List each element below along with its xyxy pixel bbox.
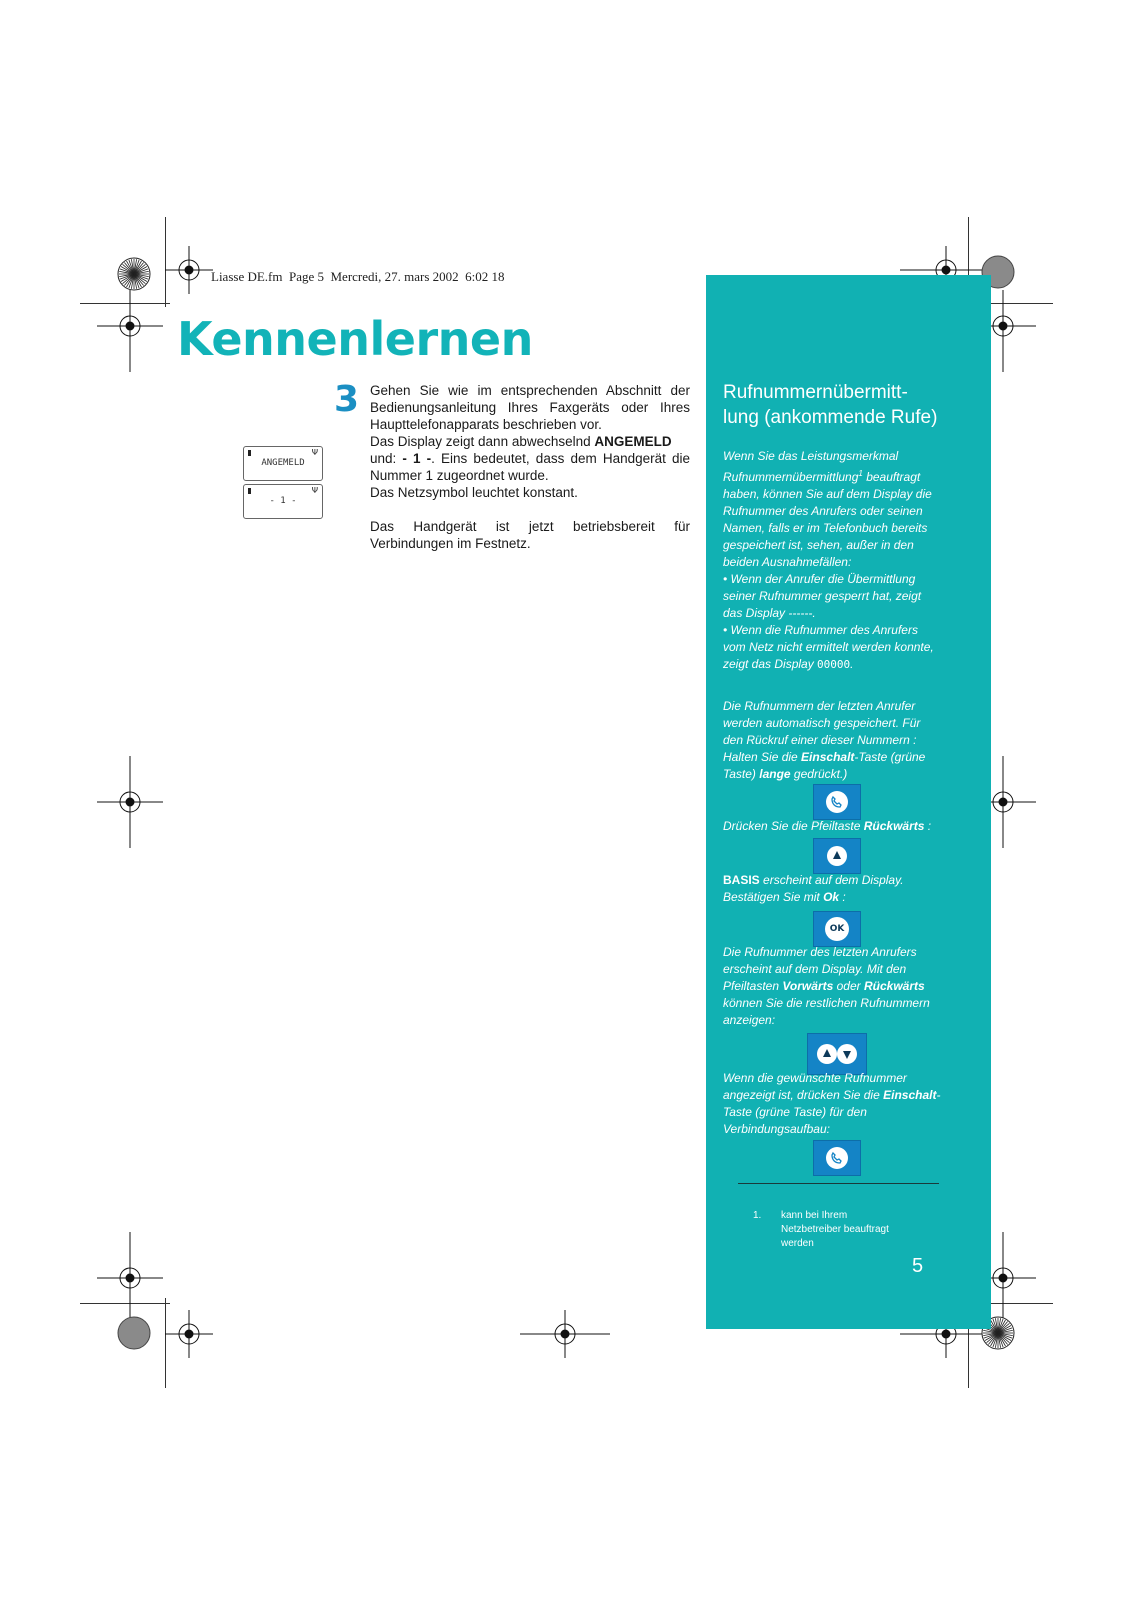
text-line — [723, 978, 953, 995]
footnote-ref: 1 — [858, 469, 863, 478]
handset-display-1 — [243, 446, 323, 481]
key-name: Ok — [823, 890, 840, 904]
sidebar-paragraph-4 — [723, 872, 953, 906]
text-run: -Taste (grüne — [854, 750, 926, 764]
text-line: • Wenn der Anrufer die Übermittlung — [723, 572, 916, 586]
text-run: : — [924, 819, 932, 833]
battery-icon — [248, 450, 251, 456]
sidebar-title — [723, 380, 937, 430]
text-run: Rufnummernübermittlung — [723, 470, 859, 484]
antenna-icon: Ψ — [311, 486, 318, 495]
text-line — [723, 656, 958, 673]
key-name: Rückwärts — [863, 979, 925, 993]
arrow-up-icon — [817, 1044, 837, 1064]
footnote-text — [781, 1209, 941, 1251]
step-line: Verbindungen im Festnetz. — [370, 536, 531, 551]
key-name: Einschalt — [801, 750, 855, 764]
step-line: Nummer 1 zugeordnet wurde. — [370, 468, 549, 483]
step-line: Gehen Sie wie im entsprechenden Abschnitt der — [370, 383, 690, 398]
footnote-line: Netzbetreiber beauftragt — [781, 1224, 889, 1235]
emphasis: lange — [759, 767, 791, 781]
page-title: Kennenlernen — [177, 312, 533, 366]
text-line: gespeichert ist, sehen, außer in den — [723, 538, 914, 552]
phone-handset-icon — [826, 791, 848, 813]
ok-label: OK — [829, 924, 845, 934]
handset-display-2 — [243, 484, 323, 519]
step-line — [370, 450, 690, 467]
text-line — [723, 465, 958, 486]
target-left-upper-icon — [97, 290, 163, 372]
text-line — [723, 749, 953, 766]
display-word: BASIS — [723, 873, 760, 887]
text-line: haben, können Sie auf dem Display die — [723, 487, 932, 501]
text-line: anzeigen: — [723, 1013, 776, 1027]
text-line: Wenn die gewünschte Rufnummer — [723, 1071, 907, 1085]
display-code: - 1 - — [402, 451, 432, 466]
page-number: 5 — [912, 1255, 924, 1277]
target-left-lower-icon — [97, 1232, 163, 1324]
target-bottom-center-icon — [520, 1310, 610, 1358]
text-line — [723, 872, 953, 889]
key-name: Einschalt — [883, 1088, 937, 1102]
text-line: werden automatisch gespeichert. Für — [723, 716, 921, 730]
target-left-middle-icon — [97, 756, 163, 848]
text-run: Pfeiltasten — [723, 979, 783, 993]
sidebar-title-line: lung (ankommende Rufe) — [723, 407, 938, 428]
battery-icon — [248, 488, 251, 494]
step-text-run: und: — [370, 451, 403, 466]
text-line: Die Rufnummern der letzten Anrufer — [723, 699, 916, 713]
call-key-button — [813, 1140, 861, 1176]
step-text-run: . Eins bedeutet, dass dem Handgerät die — [431, 451, 690, 466]
ok-circle — [825, 917, 849, 941]
key-name: Rückwärts — [863, 819, 925, 833]
text-run: oder — [833, 979, 864, 993]
text-line: Taste (grüne Taste) für den — [723, 1105, 867, 1119]
text-line — [723, 1087, 963, 1104]
text-line: Rufnummer des Anrufers oder seinen — [723, 504, 923, 518]
step-line — [370, 433, 690, 450]
target-bottom-left-icon — [165, 1310, 213, 1358]
display-boxes: 00000 — [817, 658, 851, 671]
text-line: können Sie die restlichen Rufnummern — [723, 996, 930, 1010]
step-text-run: Das Display zeigt dann abwechselnd — [370, 434, 595, 449]
text-line: den Rückruf einer dieser Nummern : — [723, 733, 917, 747]
text-run: Bestätigen Sie mit — [723, 890, 824, 904]
text-line: seiner Rufnummer gesperrt hat, zeigt — [723, 589, 922, 603]
call-key-button — [813, 784, 861, 820]
text-run: : — [839, 890, 846, 904]
step-line: Haupttelefonapparats beschrieben vor. — [370, 417, 602, 432]
sidebar-title-line: Rufnummernübermitt- — [723, 382, 908, 403]
text-run: beauftragt — [862, 470, 921, 484]
step-line: Bedienungsanleitung Ihres Faxgeräts oder Ihres — [370, 400, 690, 415]
text-line: das Display ------. — [723, 606, 816, 620]
arrow-down-icon — [837, 1044, 857, 1064]
arrow-up-icon — [827, 846, 847, 866]
text-line: Verbindungsaufbau: — [723, 1122, 830, 1136]
text-line — [723, 889, 953, 906]
text-run: erscheint auf dem Display. — [759, 873, 904, 887]
display-word: ANGEMELD — [594, 434, 672, 449]
target-top-left-icon — [165, 246, 213, 294]
sunburst-top-left-icon — [118, 258, 150, 290]
text-run: gedrückt.) — [790, 767, 848, 781]
step-number: 3 — [334, 379, 360, 420]
display-text: ANGEMELD — [261, 458, 305, 468]
step-line: Das Netzsymbol leuchtet konstant. — [370, 485, 578, 500]
text-run: . — [850, 657, 854, 671]
phone-handset-icon — [826, 1147, 848, 1169]
text-run: Drücken Sie die Pfeiltaste — [723, 819, 864, 833]
text-run: zeigt das Display — [723, 657, 818, 671]
sidebar-paragraph-1 — [723, 448, 958, 673]
text-run: Taste) — [723, 767, 760, 781]
text-run: - — [936, 1088, 941, 1102]
footnote-number: 1. — [753, 1210, 762, 1221]
sidebar-paragraph-2 — [723, 698, 953, 783]
display-text: - 1 - — [269, 496, 297, 506]
footnote-line: werden — [781, 1238, 814, 1249]
text-line: vom Netz nicht ermittelt werden konnte, — [723, 640, 934, 654]
grey-circle-bottom-left-icon — [118, 1317, 150, 1349]
sidebar-paragraph-3 — [723, 818, 953, 835]
text-line — [723, 818, 953, 835]
text-line: • Wenn die Rufnummer des Anrufers — [723, 623, 918, 637]
text-line — [723, 766, 953, 783]
text-line: Wenn Sie das Leistungsmerkmal — [723, 449, 899, 463]
up-down-arrow-keys-button — [807, 1033, 867, 1075]
step-text — [370, 382, 690, 552]
text-run: angezeigt ist, drücken Sie die — [723, 1088, 884, 1102]
sidebar-paragraph-6 — [723, 1070, 963, 1138]
footnote-divider — [738, 1183, 939, 1184]
footnote-line: kann bei Ihrem — [781, 1210, 848, 1221]
step-line: Das Handgerät ist jetzt betriebsbereit für — [370, 519, 690, 534]
ok-key-button — [813, 911, 861, 947]
text-line: beiden Ausnahmefällen: — [723, 555, 852, 569]
text-line: Die Rufnummer des letzten Anrufers — [723, 945, 917, 959]
text-line: Namen, falls er im Telefonbuch bereits — [723, 521, 928, 535]
text-line: erscheint auf dem Display. Mit den — [723, 962, 907, 976]
sidebar-paragraph-5 — [723, 944, 953, 1029]
text-run: Halten Sie die — [723, 750, 802, 764]
back-arrow-key-button — [813, 838, 861, 874]
file-header: Liasse DE.fm Page 5 Mercredi, 27. mars 2002 6:02 18 — [211, 269, 505, 284]
key-name: Vorwärts — [782, 979, 834, 993]
antenna-icon: Ψ — [311, 448, 318, 457]
